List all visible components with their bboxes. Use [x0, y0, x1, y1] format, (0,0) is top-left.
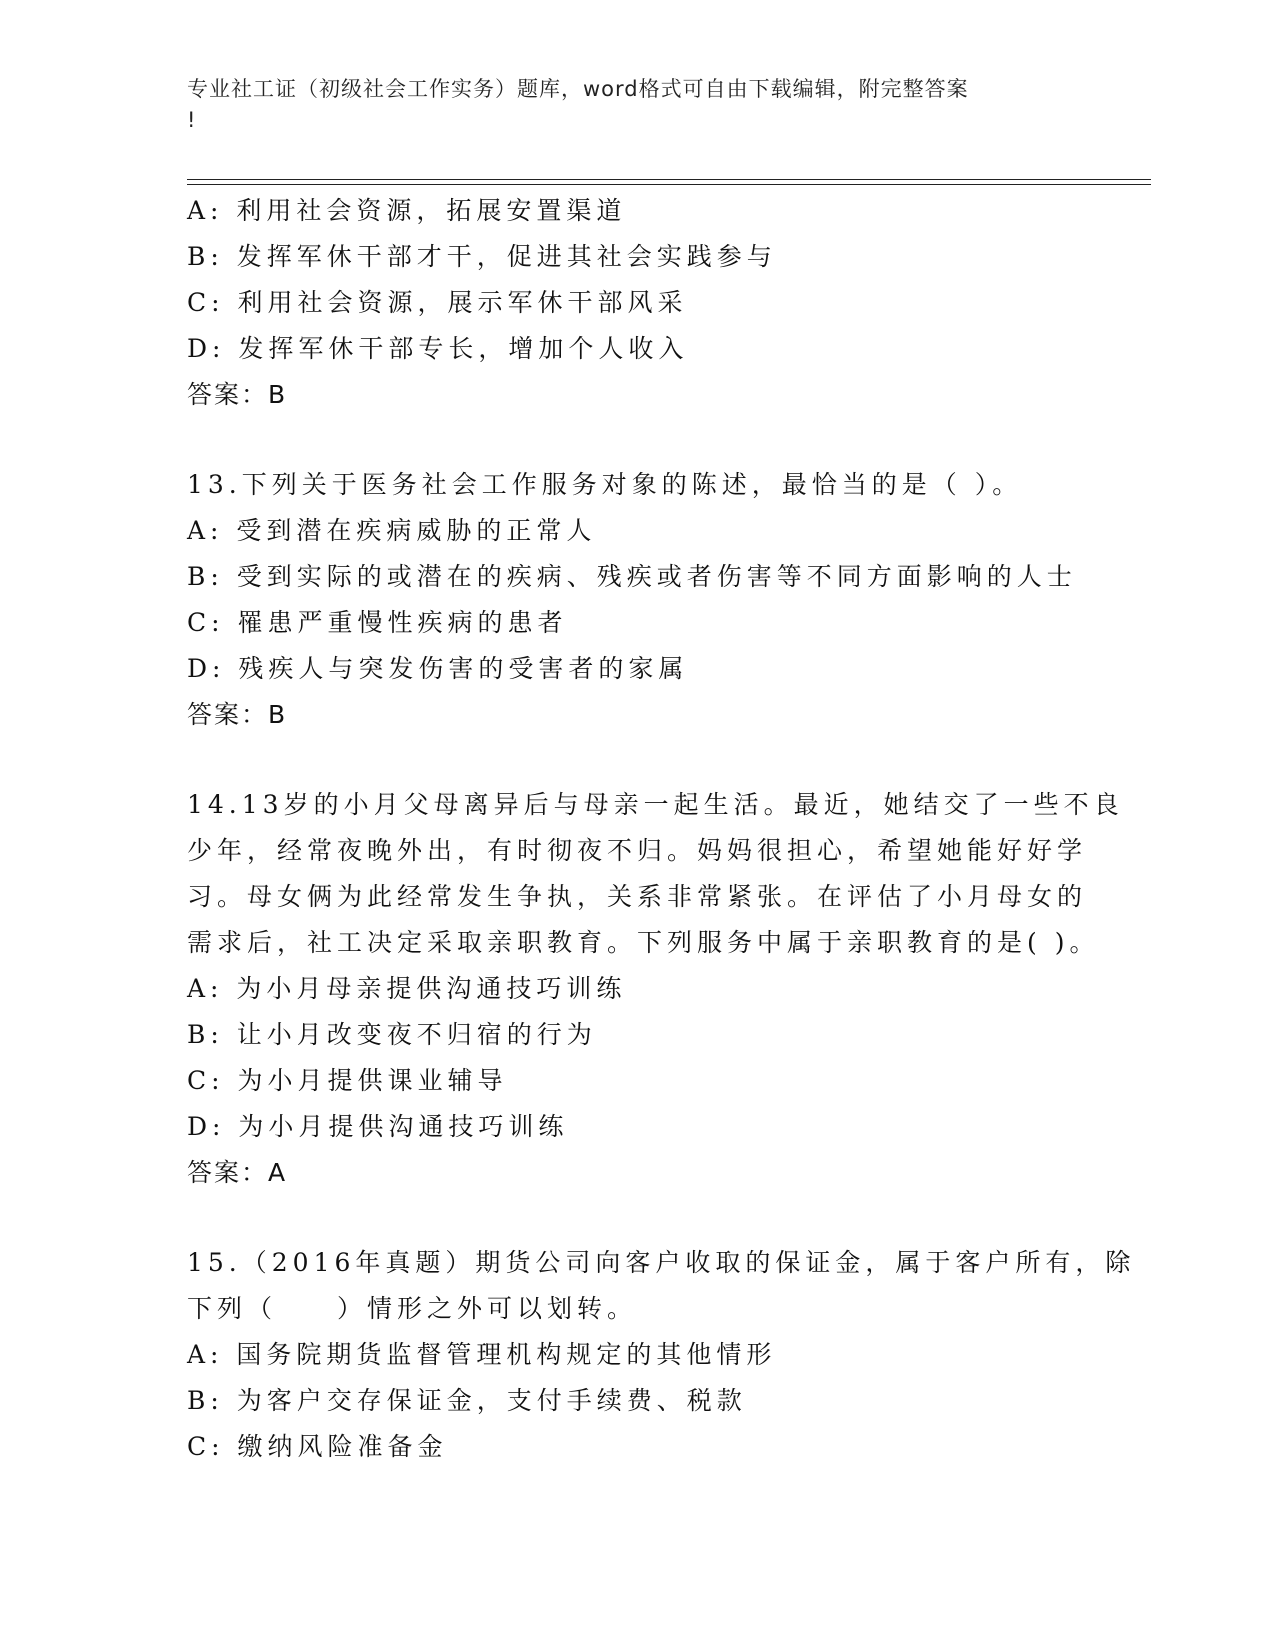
question-15 [187, 1240, 1136, 1470]
question-spacer [187, 418, 1107, 462]
question-13 [187, 462, 1107, 738]
question-spacer [187, 738, 1107, 782]
question-spacer [187, 1196, 1107, 1240]
question-stem: 13.下列关于医务社会工作服务对象的陈述，最恰当的是（ ）。 [187, 470, 1023, 499]
question-stem-line-1: 14.13岁的小月父母离异后与母亲一起生活。最近，她结交了一些不良 [187, 790, 1124, 819]
option-c: C: 罹患严重慢性疾病的患者 [187, 608, 568, 637]
question-stem-line-2: 少年，经常夜晚外出，有时彻夜不归。妈妈很担心，希望她能好好学 [187, 836, 1088, 865]
option-c: C: 为小月提供课业辅导 [187, 1066, 508, 1095]
question-stem-line-2: 下列（ ）情形之外可以划转。 [187, 1294, 638, 1323]
option-b: B: 受到实际的或潜在的疾病、残疾或者伤害等不同方面影响的人士 [187, 562, 1077, 591]
page-header [187, 74, 1087, 136]
header-title-line: 专业社工证（初级社会工作实务）题库，word格式可自由下载编辑，附完整答案 [187, 77, 969, 101]
option-c: C: 利用社会资源，展示军休干部风采 [187, 288, 688, 317]
option-d: D: 为小月提供沟通技巧训练 [187, 1112, 569, 1141]
question-list [187, 188, 1136, 1470]
option-a: A: 国务院期货监督管理机构规定的其他情形 [187, 1340, 777, 1369]
answer-line: 答案：B [187, 380, 288, 409]
answer-line: 答案：A [187, 1158, 288, 1187]
option-b: B: 为客户交存保证金，支付手续费、税款 [187, 1386, 747, 1415]
option-a: A: 利用社会资源，拓展安置渠道 [187, 196, 627, 225]
question-stem-line-1: 15.（2016年真题）期货公司向客户收取的保证金，属于客户所有，除 [187, 1248, 1136, 1277]
option-d: D: 发挥军休干部专长，增加个人收入 [187, 334, 689, 363]
question-stem-line-3: 习。母女俩为此经常发生争执，关系非常紧张。在评估了小月母女的 [187, 882, 1088, 911]
header-divider-bottom [187, 184, 1151, 185]
option-b: B: 让小月改变夜不归宿的行为 [187, 1020, 597, 1049]
option-a: A: 受到潜在疾病威胁的正常人 [187, 516, 597, 545]
option-c: C: 缴纳风险准备金 [187, 1432, 448, 1461]
option-d: D: 残疾人与突发伤害的受害者的家属 [187, 654, 689, 683]
question-14 [187, 782, 1124, 1196]
answer-line: 答案：B [187, 700, 288, 729]
question-12 [187, 188, 1107, 418]
option-b: B: 发挥军休干部才干，促进其社会实践参与 [187, 242, 777, 271]
question-stem-line-4: 需求后，社工决定采取亲职教育。下列服务中属于亲职教育的是( )。 [187, 928, 1100, 957]
header-title-continuation: ! [187, 108, 197, 132]
header-divider-top [187, 179, 1151, 180]
option-a: A: 为小月母亲提供沟通技巧训练 [187, 974, 627, 1003]
